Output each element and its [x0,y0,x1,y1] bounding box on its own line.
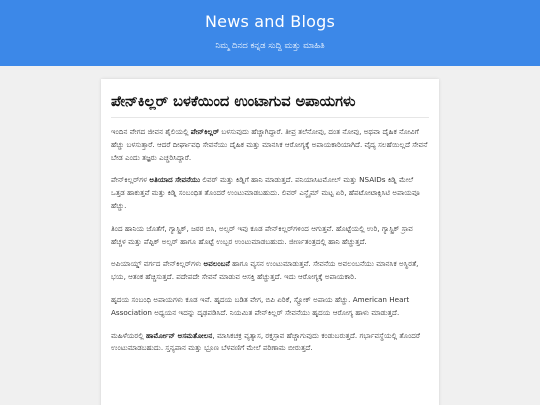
article-paragraph [111,174,429,212]
article-card [101,79,439,405]
article-paragraph [111,223,429,249]
paragraph-text: ಪೇನ್‌ಕಿಲ್ಲರ್‌ಗಳ [111,175,150,185]
site-tagline: ನಿಮ್ಮ ದಿನದ ಕನ್ನಡ ಸುದ್ದಿ ಮತ್ತು ಮಾಹಿತಿ [215,41,325,51]
site-header [0,0,540,66]
article-paragraph [111,330,429,356]
paragraph-text: , ಮಾಸಿಕಚಕ್ರ ವ್ಯತ್ಯಾಸ, ರಕ್ತಸ್ರಾವ ಹೆಚ್ಚಾಗುವುದು ಕಂಡುಬರುತ್ತದೆ. ಗರ್ಭಾವಸ್ಥೆಯಲ್ಲಿ ತೊಂದರೆ ಉಂಟುಮಾಡಬಹುದು. ಸ್ತನ್ಯಪಾನ ಮತ್ತು ಭ್ರೂಣ ಬೆಳವಣಿಗೆ ಮೇಲೆ ಪರಿಣಾಮ ಬೀರುತ್ತದೆ. [111,330,420,353]
paragraph-text: ಲಿವರ್ ಮತ್ತು ಕಿಡ್ನಿಗೆ ಹಾನಿ ಮಾಡುತ್ತದೆ. ಪನಿಯಾಸಿಟಮೋಲ್ ಮತ್ತು NSAIDs ಕಿಡ್ನಿ ಮೇಲೆ ಒತ್ತಡ ಹಾಕುತ್ತವೆ ಮತ್ತು ಕಿಡ್ನಿ ಸಂಬಂಧಿತ ತೊಂದರೆ ಉಂಟುಮಾಡಬಹುದು. ಲಿವರ್ ಎನ್ಜೈಮ್ ಮಟ್ಟ ಏರಿ, ಹೆಪಟೋಟಾಕ್ಸಿಸಿಟಿ ಅಪಾಯವೂ ಹೆಚ್ಚು. [111,175,420,210]
paragraph-text: ಅಪಿಯಾಯ್ಡ್ ವರ್ಗದ ಪೇನ್‌ಕಿಲ್ಲರ್‌ಗಳು [111,259,204,269]
paragraph-text: ಹೃದಯ ಸಂಬಂಧಿ ಅಪಾಯಗಳು ಕೂಡ ಇವೆ. ಹೃದಯ ಬಡಿತ ವೇಗ, ಬಿಪಿ ಏರಿಕೆ, ಸ್ಟ್ರೋಕ್ ಅಪಾಯ ಹೆಚ್ಚು. American Heart Association ಅಧ್ಯಯನ ಇದನ್ನು ದೃಢಪಡಿಸಿದೆ. ನಿಯಮಿತ ಪೇನ್‌ಕಿಲ್ಲರ್ ಸೇವನೆಯು ಹೃದಯ ಆರೋಗ್ಯ ಹಾಳು ಮಾಡುತ್ತದೆ. [111,294,410,317]
paragraph-text: ಬಳಸುವುದು ಹೆಚ್ಚಾಗಿದ್ದಾರೆ. ತೀವ್ರ ತಲೆನೋವು, ದಂತ ನೋವು, ಅಥವಾ ದೈಹಿಕ ನೋವಿಗೆ ಹೆಚ್ಚು ಬಳಸುತ್ತಾರೆ. ಆದರೆ ದೀರ್ಘಾವಧಿ ಸೇವನೆಯು ದೈಹಿಕ ಮತ್ತು ಮಾನಸಿಕ ಆರೋಗ್ಯಕ್ಕೆ ಅಪಾಯಕಾರಿಯಾಗಿದೆ. ವೈದ್ಯ ಸಲಹೆಯಿಲ್ಲದೆ ಸೇವನೆ ಬೇಡ ಎಂದು ತಜ್ಞರು ಎಚ್ಚರಿಸಿದ್ದಾರೆ. [111,127,428,162]
paragraph-text: ಇಂದಿನ ವೇಗದ ಜೀವನ ಶೈಲಿಯಲ್ಲಿ [111,127,191,136]
article-paragraph [111,126,429,164]
paragraph-text: ಹಾಗೂ ವ್ಯಸನ ಉಂಟುಮಾಡುತ್ತವೆ. ಸೇವನೆಯ ಅವಲಂಬನೆಯು ಮಾನಸಿಕ ಅಸ್ಥಿರತೆ, ಭಯ, ಆತಂಕ ಹೆಚ್ಚಿಸುತ್ತದೆ. ಪದೇಪದೇ ಸೇವನೆ ಮಾಡುವ ಆಸಕ್ತಿ ಹೆಚ್ಚುತ್ತದೆ. ಇದು ಆರೋಗ್ಯಕ್ಕೆ ಅಪಾಯಕಾರಿ. [111,259,419,282]
paragraph-bold-text: ಹಾರ್ಮೋನ್ ಅಸಮತೋಲನ [145,330,213,340]
paragraph-bold-text: ಅತಿಯಾದ ಸೇವನೆಯು [149,175,201,185]
article-paragraph [111,258,429,284]
paragraph-bold-text: ಅವಲಂಬನೆ [203,259,230,269]
article-paragraph [111,294,429,320]
site-title[interactable]: News and Blogs [204,12,335,31]
article-title: ಪೇನ್‌ಕಿಲ್ಲರ್ ಬಳಕೆಯಿಂದ ಉಂಟಾಗುವ ಅಪಾಯಗಳು [111,93,429,118]
paragraph-text: ತಿಂದ ಹಾನಿಯ ಜೊತೆಗೆ, ಗ್ಯಾಸ್ಟ್ರಿಕ್, ಜಠರ ಬಿಸಿ, ಅಲ್ಸರ್ ಇವು ಕೂಡ ಪೇನ್‌ಕಿಲ್ಲರ್‌ಗಳಿಂದ ಆಗುತ್ತವೆ. ಹೊಟ್ಟೆಯಲ್ಲಿ ಉರಿ, ಗ್ಯಾಸ್ಟ್ರಿಕ್ ಸ್ರಾವ ಹೆಚ್ಚಳ ಮತ್ತು ಪೆಪ್ಟಿಕ್ ಅಲ್ಸರ್ ಹಾಗೂ ಹೊಟ್ಟೆ ಉಬ್ಬರ ಉಂಟುಮಾಡಬಹುದು. ಜೀರ್ಣತಂತ್ರದಲ್ಲಿ ಹಾನಿ ಹೆಚ್ಚುತ್ತದೆ. [111,223,413,246]
paragraph-bold-text: ಪೇನ್‌ಕಿಲ್ಲರ್ [190,127,220,136]
paragraph-text: ಮಹಿಳೆಯರಲ್ಲಿ [111,330,146,340]
